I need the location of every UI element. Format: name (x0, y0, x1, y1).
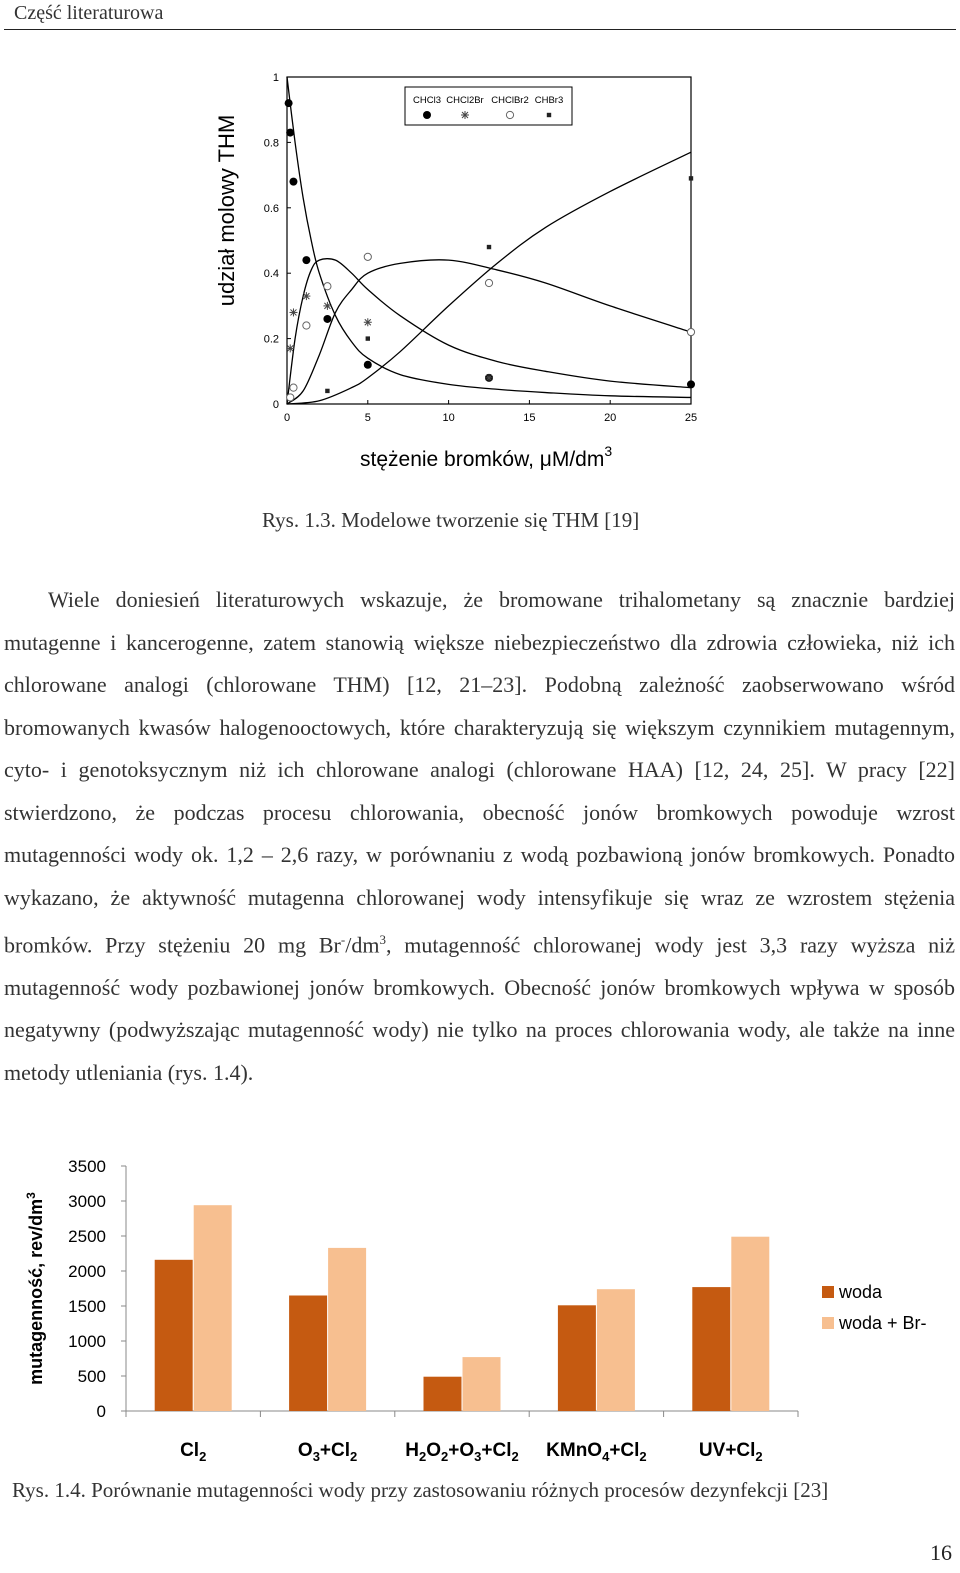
y-tick-label: 0 (272, 399, 279, 411)
category-label-part: +O (448, 1440, 475, 1461)
y-tick-label: 0.6 (263, 202, 279, 215)
unit-dm: /dm (345, 932, 380, 958)
x-tick-label: 10 (442, 412, 455, 424)
legend-label: CHClBr2 (491, 95, 529, 106)
legend-box (405, 87, 572, 125)
bar-woda (424, 1377, 462, 1411)
data-point-CHClBr2 (324, 283, 331, 290)
category-label-subscript: 2 (441, 1449, 449, 1464)
category-label-subscript: 3 (474, 1449, 482, 1464)
header-rule (4, 29, 956, 30)
bar-woda + Br- (194, 1205, 232, 1411)
legend-marker-CHCl3 (423, 111, 431, 119)
x-tick-label: 20 (604, 412, 617, 424)
category-label-part: Cl (180, 1440, 200, 1461)
page-number: 16 (930, 1540, 952, 1565)
bar-woda (558, 1305, 596, 1411)
data-point-CHCl2Br (364, 318, 372, 326)
data-point-CHClBr2 (687, 328, 694, 335)
mutagenicity-bar-chart (0, 1145, 960, 1475)
legend-swatch-woda + Br- (822, 1317, 834, 1329)
thm-formation-chart (0, 40, 960, 480)
y-axis-label-exponent: 3 (24, 1192, 38, 1199)
legend-marker-CHCl2Br (461, 111, 469, 119)
unit-exponent: 3 (379, 932, 386, 947)
y-axis-label: mutagenność, rev/$dm^3$ (24, 1192, 46, 1385)
data-point-CHCl3 (289, 178, 297, 186)
data-point-CHClBr2 (287, 394, 294, 401)
bar-woda + Br- (597, 1289, 635, 1411)
y-tick-label: 3000 (68, 1192, 106, 1211)
category-label-subscript: 2 (755, 1449, 763, 1464)
series-curve-CHBr3 (287, 152, 691, 404)
data-point-CHCl2Br (323, 302, 331, 310)
y-tick-label: 2000 (68, 1262, 106, 1281)
data-point-CHCl2Br (302, 292, 310, 300)
category-label-part: O (426, 1440, 442, 1461)
bar-woda + Br- (463, 1357, 501, 1411)
bar-woda + Br- (731, 1237, 769, 1411)
x-axis-label: stężenie bromków, $\mu M/dm^3$ (360, 443, 613, 471)
legend-label: CHBr3 (534, 95, 564, 106)
bar-woda (155, 1260, 193, 1411)
legend-marker-CHBr3 (547, 113, 551, 117)
data-point-CHCl2Br (485, 374, 493, 382)
x-axis-label-exponent: 3 (604, 443, 613, 459)
data-point-CHCl3 (302, 256, 310, 264)
category-label-subscript: 2 (419, 1449, 427, 1464)
x-tick-label: 25 (684, 412, 698, 424)
data-point-CHClBr2 (364, 253, 371, 260)
legend-swatch-woda (822, 1286, 834, 1298)
category-label (546, 1440, 647, 1464)
data-point-CHCl3 (323, 315, 331, 323)
body-paragraph (4, 579, 955, 1094)
y-tick-label: 3500 (68, 1157, 106, 1176)
data-point-CHBr3 (366, 336, 370, 340)
category-label (180, 1440, 206, 1464)
figure-1-caption: Rys. 1.3. Modelowe tworzenie się THM [19] (262, 508, 640, 532)
category-label-part: KMnO (546, 1440, 603, 1461)
category-label-subscript: 2 (350, 1449, 358, 1464)
data-point-CHBr3 (487, 245, 491, 249)
category-label-subscript: 2 (511, 1449, 519, 1464)
data-point-CHCl3 (364, 361, 372, 369)
running-header: Część literaturowa (14, 2, 164, 24)
category-label-part: +Cl (481, 1440, 512, 1461)
x-tick-label: 5 (364, 412, 371, 424)
legend-marker-CHClBr2 (506, 111, 513, 118)
bar-woda (289, 1296, 327, 1412)
data-point-CHBr3 (325, 389, 329, 393)
legend-label: woda (839, 1282, 883, 1302)
y-tick-label: 0 (96, 1402, 106, 1421)
legend-label: CHCl3 (413, 95, 441, 106)
x-tick-label: 0 (283, 412, 291, 424)
y-tick-label: 2500 (68, 1227, 106, 1246)
category-label-subscript: 2 (199, 1449, 207, 1464)
bar-woda + Br- (328, 1248, 366, 1411)
category-label-part: O (297, 1440, 313, 1461)
category-label-subscript: 2 (639, 1449, 647, 1464)
plot-frame (287, 77, 691, 404)
y-tick-label: 1 (272, 72, 279, 84)
paragraph-text-rest: , mutagenność chlorowanej wody jest 3,3 razy wyższa niż mutagenność wody pozbawionej jonów bromkowych. Obecność jonów bromkowych wpływa w sposób negatywny (podwyższając mutagenność wody) nie tylko na proces chlorowania wody, ale także na inne metody utleniania (rys. 1.4). (4, 932, 955, 1085)
y-tick-label: 500 (77, 1367, 106, 1386)
data-point-CHClBr2 (485, 279, 492, 286)
y-tick-label: 1500 (68, 1297, 106, 1316)
legend (822, 1282, 927, 1333)
category-label-part: UV+Cl (698, 1440, 756, 1461)
y-tick-label: 1000 (68, 1332, 106, 1351)
bar-woda (692, 1287, 730, 1411)
data-point-CHClBr2 (290, 384, 297, 391)
legend-label: CHCl2Br (446, 95, 484, 106)
legend (405, 87, 572, 125)
category-label (699, 1440, 763, 1464)
bromide-charge: - (340, 932, 346, 947)
legend-label: woda + Br- (839, 1313, 927, 1333)
category-label-subscript: 3 (312, 1449, 320, 1464)
data-point-CHCl3 (285, 99, 293, 107)
category-label-subscript: 4 (602, 1449, 610, 1464)
figure-2-caption: Rys. 1.4. Porównanie mutagenności wody przy zastosowaniu różnych procesów dezynfekcji [23] (12, 1478, 829, 1502)
y-axis-label: udział molowy THM (214, 114, 239, 307)
category-label-part: H (405, 1440, 420, 1461)
data-point-CHBr3 (689, 176, 693, 180)
y-tick-label: 0.4 (263, 268, 279, 281)
category-label (405, 1440, 518, 1464)
paragraph-text: Wiele doniesień literaturowych wskazuje, że bromowane trihalometany są znacznie bardziej mutagenne i kancerogenne, zatem stanowią większe niebezpieczeństwo dla zdrowia człowieka, niż ich chlorowane analogi (chlorowane THM) [12, 21–23]. Podobną zależność zaobserwowano wśród bromowanych kwasów halogenooctowych, które charakteryzują się większym czynnikiem mutagennym, cyto- i genotoksycznym niż ich chlorowane analogi (chlorowane HAA) [12, 24, 25]. W pracy [22] stwierdzono, że podczas procesu chlorowania, obecność jonów bromkowych powoduje wzrost mutagenności wody ok. 1,2 – 2,6 razy, w porównaniu z wodą pozbawioną jonów bromkowych. Ponadto wykazano, że aktywność mutagenna chlorowanej wody intensyfikuje się wraz ze wzrostem stężenia bromków. Przy stężeniu 20 mg Br (4, 587, 955, 958)
category-label-part: +Cl (609, 1440, 640, 1461)
y-tick-label: 0.8 (263, 137, 279, 150)
data-point-CHCl2Br (286, 344, 294, 352)
category-label (298, 1440, 357, 1464)
data-point-CHCl3 (286, 129, 294, 137)
category-label-part: +Cl (319, 1440, 351, 1461)
data-point-CHCl2Br (289, 308, 297, 316)
y-tick-label: 0.2 (263, 333, 279, 346)
data-point-CHClBr2 (303, 322, 310, 329)
x-tick-label: 15 (523, 412, 536, 424)
